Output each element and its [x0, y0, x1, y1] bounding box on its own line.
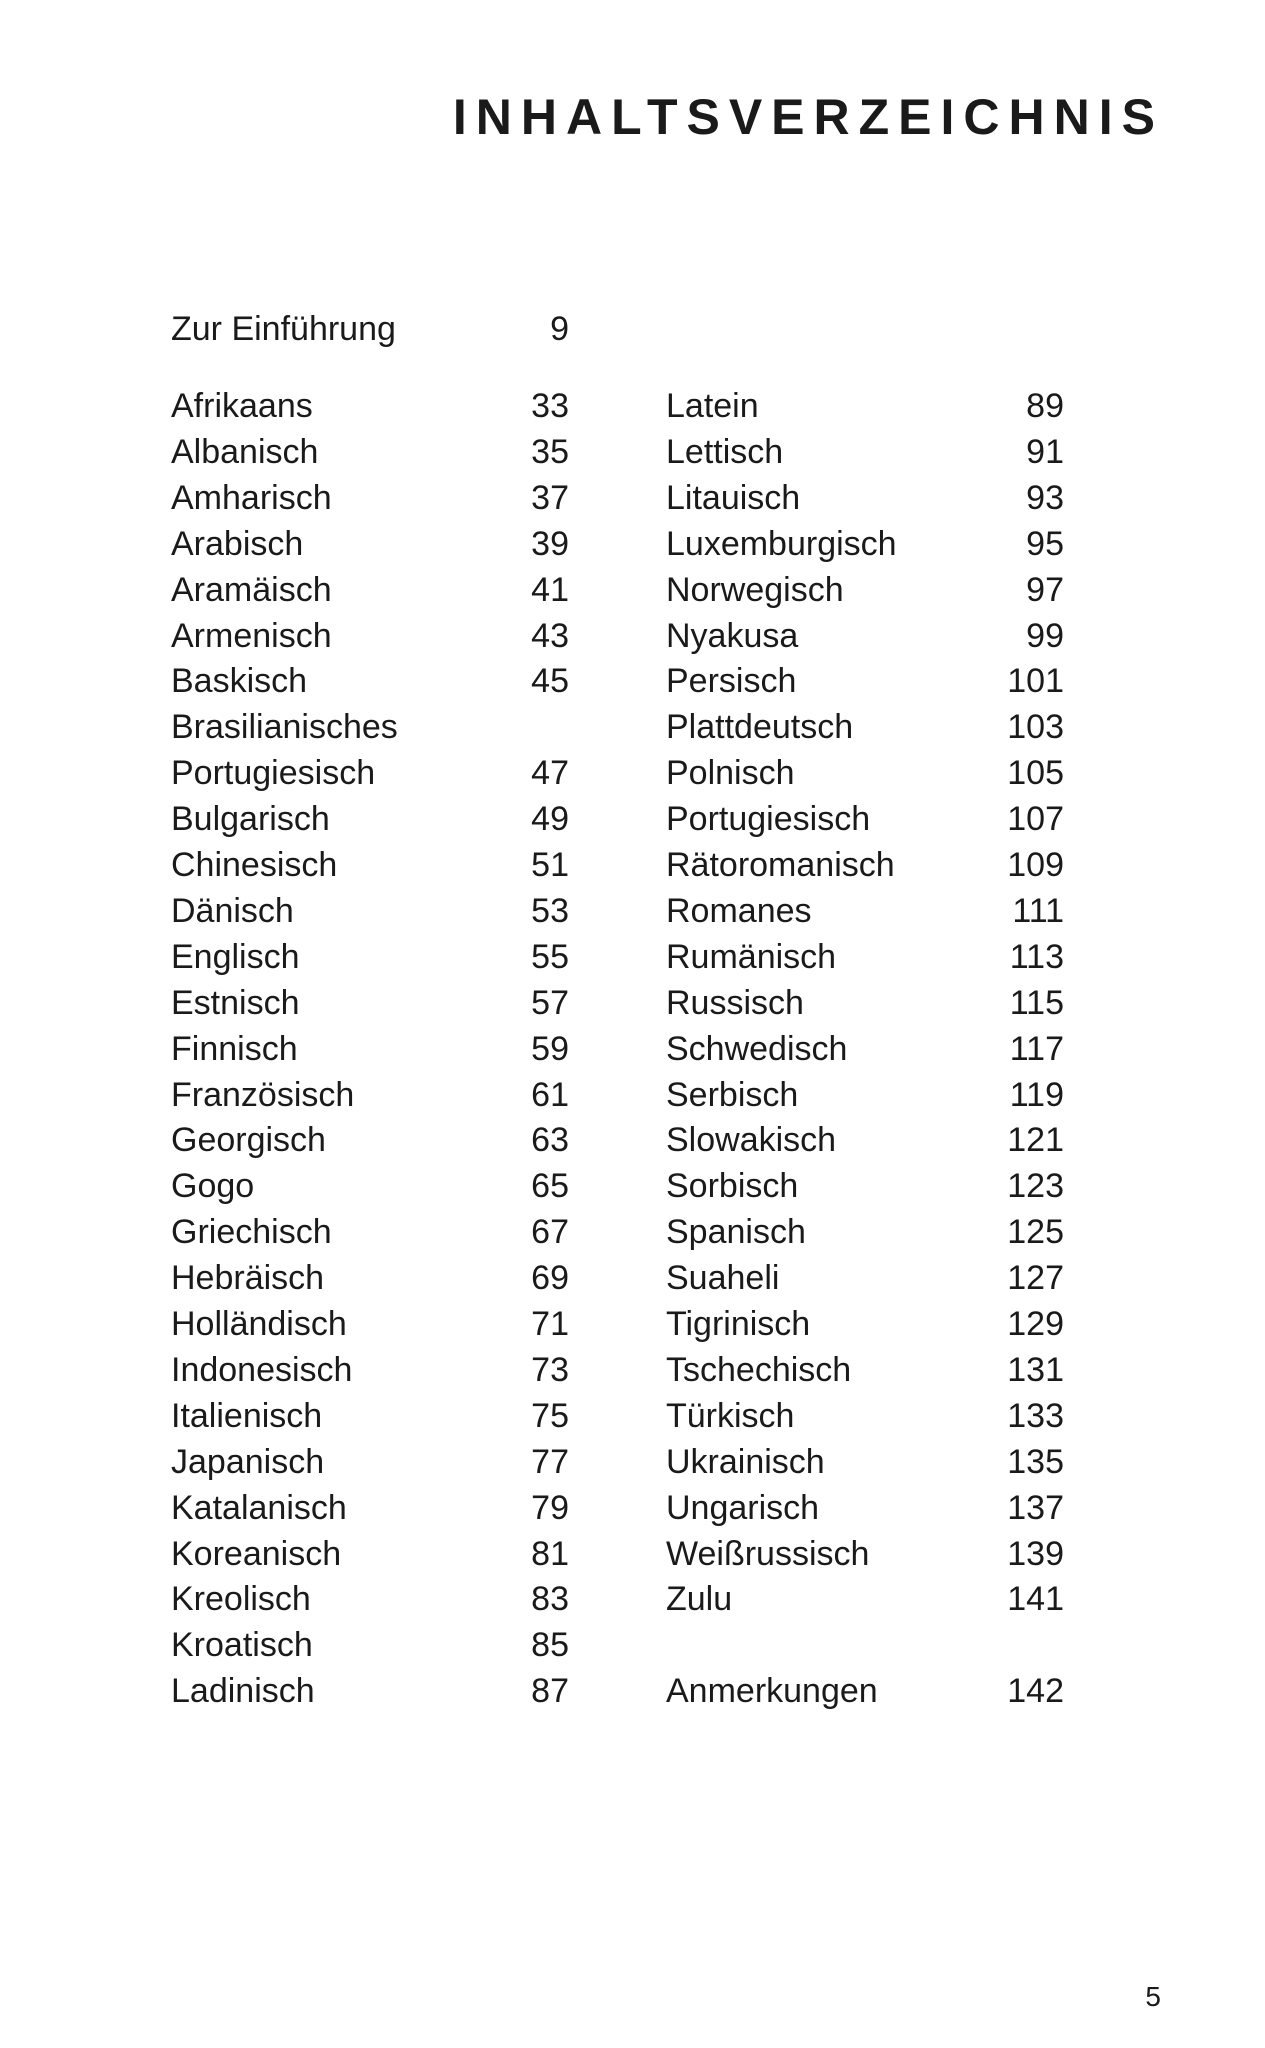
toc-entry-page: 57: [531, 983, 569, 1022]
toc-entry: [666, 613, 1064, 659]
toc-entry: [171, 1072, 569, 1118]
toc-entry-page: 63: [531, 1121, 569, 1160]
toc-entry: [666, 658, 1064, 704]
toc-entry-label: Albanisch: [171, 432, 319, 471]
toc-entry-label: Dänisch: [171, 891, 294, 930]
toc-entry-page: 127: [1007, 1259, 1064, 1298]
toc-entry: [171, 1163, 569, 1209]
toc-entry-label: Litauisch: [666, 478, 801, 517]
toc-entry: [666, 1301, 1064, 1347]
toc-entry: [666, 1576, 1064, 1622]
toc-entry-page: 141: [1007, 1580, 1064, 1619]
toc-entry: [171, 475, 569, 521]
toc-entry-page: 107: [1007, 800, 1064, 839]
toc-entry: [171, 1117, 569, 1163]
toc-entry-page: 105: [1007, 754, 1064, 793]
toc-entry-page: 73: [531, 1350, 569, 1389]
toc-entry-page: 43: [531, 616, 569, 655]
toc-entry-label: Italienisch: [171, 1396, 323, 1435]
toc-entry-label: Kroatisch: [171, 1626, 313, 1665]
toc-entry-page: 119: [1009, 1075, 1064, 1114]
toc-entry: [171, 888, 569, 934]
toc-entry-label: Französisch: [171, 1075, 355, 1114]
toc-entry-page: 51: [531, 846, 569, 884]
toc-entry-page: 89: [1026, 387, 1064, 425]
toc-entry: [666, 1117, 1064, 1163]
toc-entry: [666, 1393, 1064, 1439]
toc-entry-page: 101: [1007, 662, 1064, 701]
toc-entry: [171, 1531, 569, 1577]
toc-entry-page: 93: [1026, 478, 1064, 517]
toc-entry: [666, 934, 1064, 980]
toc-entry-label: Weißrussisch: [666, 1534, 870, 1573]
toc-entry-label: Gogo: [171, 1167, 255, 1206]
toc-entry: [666, 842, 1064, 888]
toc-entry: [171, 842, 569, 888]
toc-entry-page: 142: [1007, 1672, 1064, 1711]
toc-entry-label: Russisch: [666, 983, 804, 1022]
toc-entry: [171, 1485, 569, 1531]
toc-entry: [171, 1668, 569, 1714]
toc-entry-page: 61: [531, 1075, 569, 1114]
toc-entry-label: Suaheli: [666, 1259, 780, 1298]
toc-entry-label: Koreanisch: [171, 1534, 342, 1573]
toc-entry: [171, 1301, 569, 1347]
toc-entry-label: Ungarisch: [666, 1488, 820, 1527]
toc-notes-entry: [666, 1668, 1064, 1714]
toc-entry: [666, 1347, 1064, 1393]
toc-entry-page: 137: [1007, 1488, 1064, 1527]
toc-entry-label: Baskisch: [171, 662, 308, 701]
toc-entry: [171, 383, 569, 429]
toc-entry: [666, 383, 1064, 429]
toc-entry-page: 41: [531, 570, 569, 609]
toc-entry-label: Tschechisch: [666, 1350, 852, 1389]
toc-entry-label: Georgisch: [171, 1121, 326, 1160]
toc-entry-page: 55: [531, 937, 569, 976]
toc-entry-page: 79: [531, 1488, 569, 1527]
toc-entry: [666, 796, 1064, 842]
toc-entry-label: Brasilianisches: [171, 708, 398, 747]
toc-entry: [666, 980, 1064, 1026]
toc-entry: [666, 1163, 1064, 1209]
toc-entry: [171, 750, 569, 796]
toc-entry-page: 125: [1007, 1213, 1064, 1252]
toc-entry: [666, 888, 1064, 934]
toc-entry-page: 103: [1007, 708, 1064, 747]
toc-entry: [171, 658, 569, 704]
toc-entry-label: Afrikaans: [171, 387, 313, 425]
toc-entry: [171, 1393, 569, 1439]
toc-entry-page: 65: [531, 1167, 569, 1206]
toc-entry: [171, 1576, 569, 1622]
toc-entry-label: Zulu: [666, 1580, 733, 1619]
toc-entry-page: 113: [1009, 937, 1064, 976]
toc-entry-label: Estnisch: [171, 983, 300, 1022]
toc-entry-label: Norwegisch: [666, 570, 844, 609]
toc-entry: [666, 1439, 1064, 1485]
toc-entry-page: 83: [531, 1580, 569, 1619]
toc-entry-page: 97: [1026, 570, 1064, 609]
toc-entry-label: Türkisch: [666, 1396, 795, 1435]
toc-entry-label: Aramäisch: [171, 570, 332, 609]
toc-entry-label: Schwedisch: [666, 1029, 848, 1068]
toc-entry: [171, 521, 569, 567]
toc-entry-label: Spanisch: [666, 1213, 806, 1252]
toc-entry-page: 139: [1007, 1534, 1064, 1573]
toc-entry-label: Armenisch: [171, 616, 332, 655]
toc-entry-label: Plattdeutsch: [666, 708, 854, 747]
toc-entry-page: 111: [1012, 891, 1064, 930]
toc-entry: [171, 1622, 569, 1668]
toc-entry-label: Kreolisch: [171, 1580, 311, 1619]
toc-entry: [171, 704, 569, 750]
toc-entry-page: 9: [550, 310, 569, 348]
toc-entry-label: Sorbisch: [666, 1167, 799, 1206]
toc-entry-page: 53: [531, 891, 569, 930]
toc-entry-page: 109: [1007, 846, 1064, 884]
toc-entry: [666, 704, 1064, 750]
toc-entry-label: Katalanisch: [171, 1488, 347, 1527]
toc-entry-label: Arabisch: [171, 524, 304, 563]
toc-entry-label: Lettisch: [666, 432, 784, 471]
toc-entry-label: Luxemburgisch: [666, 524, 897, 563]
toc-entry-label: Hebräisch: [171, 1259, 325, 1298]
toc-entry: [666, 1026, 1064, 1072]
page-number: 5: [1145, 1981, 1161, 2012]
toc-entry: [666, 521, 1064, 567]
toc-entry-label: Portugiesisch: [171, 754, 376, 793]
toc-entry-label: Finnisch: [171, 1029, 298, 1068]
toc-entry-page: 37: [531, 478, 569, 517]
toc-entry-label: Nyakusa: [666, 616, 799, 655]
toc-entry-label: Holländisch: [171, 1305, 347, 1343]
toc-entry: [666, 750, 1064, 796]
toc-entry-label: Polnisch: [666, 754, 795, 793]
toc-entry-label: Anmerkungen: [666, 1672, 878, 1711]
toc-entry: [666, 1255, 1064, 1301]
toc-entry-page: 49: [531, 800, 569, 839]
toc-entry-label: Serbisch: [666, 1075, 799, 1114]
toc-entry: [666, 429, 1064, 475]
toc-entry-label: Bulgarisch: [171, 800, 330, 839]
toc-entry: [171, 1347, 569, 1393]
toc-entry-label: Latein: [666, 387, 759, 425]
toc-entry-page: 91: [1026, 432, 1064, 471]
toc-entry-page: 99: [1026, 616, 1064, 655]
toc-entry: [171, 796, 569, 842]
toc-entry: [171, 567, 569, 613]
toc-entry-page: 39: [531, 524, 569, 563]
toc-entry-label: Griechisch: [171, 1213, 332, 1252]
toc-entry-page: 133: [1007, 1396, 1064, 1435]
toc-entry-page: 71: [531, 1305, 569, 1343]
toc-entry: [666, 1531, 1064, 1577]
toc-entry-page: 131: [1007, 1350, 1064, 1389]
toc-entry-label: Englisch: [171, 937, 300, 976]
toc-entry-label: Romanes: [666, 891, 812, 930]
toc-entry-label: Rätoromanisch: [666, 846, 895, 884]
toc-entry-page: 75: [531, 1396, 569, 1435]
toc-intro-entry: [171, 306, 569, 352]
toc-entry: [171, 1255, 569, 1301]
toc-entry-label: Rumänisch: [666, 937, 837, 976]
toc-entry-page: 117: [1009, 1029, 1064, 1068]
toc-entry-label: Persisch: [666, 662, 797, 701]
toc-entry-page: 115: [1009, 983, 1064, 1022]
toc-entry-label: Ukrainisch: [666, 1442, 825, 1481]
toc-entry: [171, 1439, 569, 1485]
toc-entry-label: Ladinisch: [171, 1672, 315, 1711]
toc-entry: [171, 613, 569, 659]
toc-entry-page: 95: [1026, 524, 1064, 563]
toc-entry: [171, 1026, 569, 1072]
toc-entry: [171, 429, 569, 475]
toc-entry: [171, 980, 569, 1026]
toc-entry-label: Portugiesisch: [666, 800, 871, 839]
toc-entry-page: 45: [531, 662, 569, 701]
toc-entry-label: Japanisch: [171, 1442, 325, 1481]
toc-entry-page: 33: [531, 387, 569, 425]
toc-entry: [666, 1485, 1064, 1531]
toc-entry: [666, 567, 1064, 613]
toc-entry-page: 47: [531, 754, 569, 793]
toc-entry-page: 135: [1007, 1442, 1064, 1481]
toc-entry-page: 59: [531, 1029, 569, 1068]
toc-entry: [666, 1072, 1064, 1118]
toc-entry-page: 121: [1007, 1121, 1064, 1160]
toc-entry-page: 81: [531, 1534, 569, 1573]
toc-entry: [666, 475, 1064, 521]
toc-entry-label: Chinesisch: [171, 846, 338, 884]
page-title: INHALTSVERZEICHNIS: [452, 89, 1164, 145]
toc-entry-page: 35: [531, 432, 569, 471]
toc-entry-label: Slowakisch: [666, 1121, 837, 1160]
toc-entry-label: Tigrinisch: [666, 1305, 811, 1343]
toc-entry: [171, 1209, 569, 1255]
toc-entry-page: 67: [531, 1213, 569, 1252]
toc-entry-label: Amharisch: [171, 478, 332, 517]
toc-entry-label: Zur Einführung: [171, 310, 396, 348]
toc-entry-page: 69: [531, 1259, 569, 1298]
toc-entry-page: 87: [531, 1672, 569, 1711]
toc-entry-page: 77: [531, 1442, 569, 1481]
toc-entry: [666, 1209, 1064, 1255]
toc-entry-page: 123: [1007, 1167, 1064, 1206]
toc-entry-page: 129: [1007, 1305, 1064, 1343]
toc-entry: [171, 934, 569, 980]
toc-entry-page: 85: [531, 1626, 569, 1665]
toc-entry-label: Indonesisch: [171, 1350, 353, 1389]
